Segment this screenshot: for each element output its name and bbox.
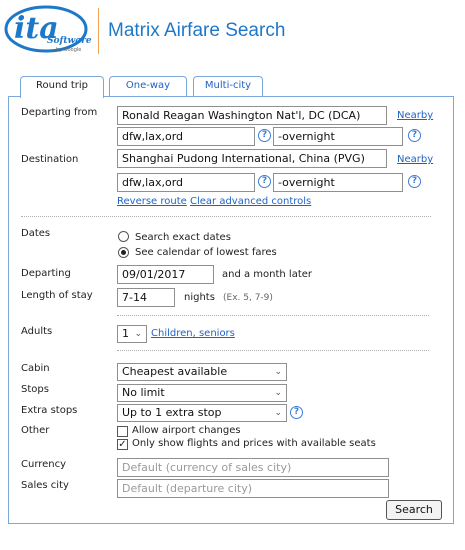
children-seniors-link[interactable]: Children, seniors xyxy=(151,328,235,339)
header-divider xyxy=(98,8,99,54)
help-icon[interactable]: ? xyxy=(290,406,303,419)
adults-select[interactable] xyxy=(117,325,147,343)
cabin-label: Cabin xyxy=(21,363,50,374)
cabin-select[interactable] xyxy=(117,363,287,381)
stops-value: No limit xyxy=(122,386,165,399)
departing-from-label: Departing from xyxy=(21,107,98,118)
ita-logo-graphic xyxy=(4,4,96,54)
destination-routing-input[interactable]: dfw,lax,ord xyxy=(117,173,255,192)
nights-label: nights xyxy=(184,292,215,303)
divider xyxy=(117,350,429,351)
departing-suffix: and a month later xyxy=(222,269,313,280)
sales-city-label: Sales city xyxy=(21,480,69,491)
page-title: Matrix Airfare Search xyxy=(108,20,286,41)
logo-subtext: Software xyxy=(47,36,92,46)
radio-exact-dates[interactable] xyxy=(118,231,129,242)
departing-date-input[interactable]: 09/01/2017 xyxy=(117,265,214,284)
allow-airport-changes-label: Allow airport changes xyxy=(132,425,241,436)
only-available-seats-checkbox[interactable]: ✓ xyxy=(118,439,127,450)
reverse-route-link[interactable]: Reverse route xyxy=(117,196,187,207)
destination-label: Destination xyxy=(21,154,79,165)
divider xyxy=(117,315,429,316)
calendar-label: See calendar of lowest fares xyxy=(135,247,277,258)
logo-byline: by Google xyxy=(56,47,82,53)
departing-nearby-link[interactable]: Nearby xyxy=(397,110,434,121)
adults-label: Adults xyxy=(21,326,53,337)
tab-round-trip[interactable]: Round trip xyxy=(20,76,104,98)
ita-software-logo xyxy=(4,4,96,54)
departing-airport-input[interactable]: Ronald Reagan Washington Nat'l, DC (DCA) xyxy=(117,106,387,125)
destination-ext-input[interactable]: -overnight xyxy=(273,173,403,192)
chevron-down-icon: ⌄ xyxy=(274,408,282,418)
stay-hint: (Ex. 5, 7-9) xyxy=(223,293,273,303)
logo-text: ita xyxy=(14,11,59,46)
length-of-stay-input[interactable]: 7-14 xyxy=(117,288,175,307)
destination-airport-input[interactable]: Shanghai Pudong International, China (PVG) xyxy=(117,149,387,168)
destination-nearby-link[interactable]: Nearby xyxy=(397,154,434,165)
currency-input[interactable]: Default (currency of sales city) xyxy=(117,458,389,477)
radio-calendar[interactable] xyxy=(118,247,129,258)
help-icon[interactable]: ? xyxy=(408,175,421,188)
currency-label: Currency xyxy=(21,459,67,470)
departing-routing-input[interactable]: dfw,lax,ord xyxy=(117,127,255,146)
chevron-down-icon: ⌄ xyxy=(274,367,282,377)
help-icon[interactable]: ? xyxy=(258,129,271,142)
search-button[interactable]: Search xyxy=(386,500,442,520)
departing-label: Departing xyxy=(21,268,71,279)
stops-select[interactable] xyxy=(117,384,287,402)
help-icon[interactable]: ? xyxy=(258,175,271,188)
adults-value: 1 xyxy=(122,327,129,340)
extra-stops-value: Up to 1 extra stop xyxy=(122,406,222,419)
only-available-seats-label: Only show flights and prices with available seats xyxy=(132,438,376,449)
tab-one-way[interactable]: One-way xyxy=(109,76,187,96)
cabin-value: Cheapest available xyxy=(122,365,228,378)
chevron-down-icon: ⌄ xyxy=(274,388,282,398)
departing-ext-input[interactable]: -overnight xyxy=(273,127,403,146)
help-icon[interactable]: ? xyxy=(408,129,421,142)
sales-city-input[interactable]: Default (departure city) xyxy=(117,479,389,498)
divider xyxy=(21,216,431,217)
extra-stops-select[interactable] xyxy=(117,404,287,422)
tab-multi-city[interactable]: Multi-city xyxy=(193,76,263,96)
exact-dates-label: Search exact dates xyxy=(135,232,231,243)
other-label: Other xyxy=(21,425,50,436)
length-of-stay-label: Length of stay xyxy=(21,290,93,301)
chevron-down-icon: ⌄ xyxy=(134,329,142,339)
allow-airport-changes-checkbox[interactable] xyxy=(117,426,128,437)
stops-label: Stops xyxy=(21,384,49,395)
dates-label: Dates xyxy=(21,228,51,239)
search-form-panel xyxy=(8,96,454,524)
extra-stops-label: Extra stops xyxy=(21,405,78,416)
clear-advanced-controls-link[interactable]: Clear advanced controls xyxy=(190,196,312,207)
